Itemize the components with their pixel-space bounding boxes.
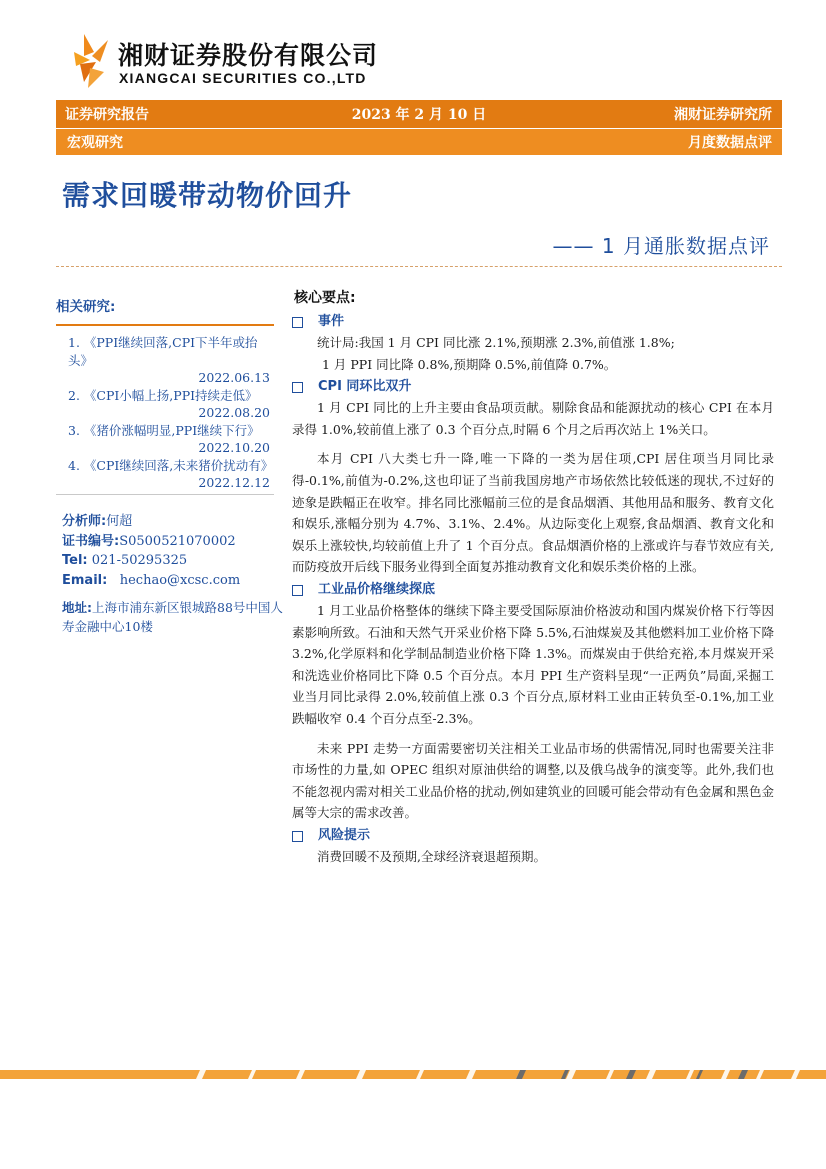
- tel-number: 021-50295325: [91, 553, 188, 568]
- section-head-event: [292, 312, 774, 332]
- tel-label: Tel:: [62, 553, 88, 568]
- email-address[interactable]: hechao@xcsc.com: [119, 572, 241, 588]
- related-item-title[interactable]: 3. 《猪价涨幅明显,PPI继续下行》: [68, 422, 260, 438]
- xiangcai-logo-icon: [70, 32, 110, 90]
- section-title: 风险提示: [318, 827, 371, 843]
- cert-number: S0500521070002: [119, 533, 236, 549]
- report-column: 月度数据点评: [688, 135, 772, 151]
- section-title: 工业品价格继续探底: [318, 581, 436, 597]
- related-bottom-divider: [56, 494, 274, 495]
- checkbox-bullet-icon: [292, 585, 303, 596]
- address-label: 地址:: [62, 600, 92, 615]
- analyst-info: [62, 512, 282, 590]
- title-divider: [56, 266, 782, 267]
- paragraph: 1 月 CPI 同比的上升主要由食品项贡献。剔除食品和能源扰动的核心 CPI 在本月录得 1.0%,较前值上涨了 0.3 个百分点,时隔 6 个月之后再次站上 1%关口。: [292, 400, 774, 437]
- paragraph: 本月 CPI 八大类七升一降,唯一下降的一类为居住项,CPI 居住项当月同比录得-0.1%,前值为-0.2%,这也印证了当前我国房地产市场依然比较低迷的现状,不过好的迹象是跌幅正在收窄。排名同比涨幅前三位的是食品烟酒、其他用品和服务、教育文化和娱乐,涨幅分别为 4.7%、3.1%、2.4%。从边际变化上观察,食品烟酒、教育文化和娱乐上涨较快,均较前值上升了 1 个百分点。食品烟酒价格的上涨或许与春节效应有关,而防疫放开后线下服务业得到全面复苏推动教育文化和娱乐类价格的上涨。: [292, 451, 774, 575]
- section-title: CPI 同环比双升: [318, 379, 412, 395]
- email-label: Email:: [62, 572, 108, 588]
- core-points: [292, 286, 774, 867]
- paragraph: 统计局:我国 1 月 CPI 同比涨 2.1%,预期涨 2.3%,前值涨 1.8%;: [317, 335, 675, 350]
- related-item-title[interactable]: 4. 《CPI继续回落,未来猪价扰动有》: [68, 457, 274, 473]
- paragraph: 消费回暖不及预期,全球经济衰退超预期。: [317, 848, 546, 864]
- related-list: [56, 334, 274, 492]
- related-item[interactable]: [56, 387, 274, 422]
- related-item-date: 2022.10.20: [198, 440, 270, 455]
- report-type: 证券研究报告: [65, 107, 149, 123]
- related-item-title[interactable]: 1. 《PPI继续回落,CPI下半年或抬头》: [68, 335, 258, 368]
- related-item[interactable]: [56, 334, 274, 387]
- company-name-en: XIANGCAI SECURITIES CO.,LTD: [119, 70, 367, 86]
- related-item[interactable]: [56, 422, 274, 457]
- report-header-bar: [56, 100, 782, 128]
- section-title: 事件: [318, 314, 345, 329]
- company-name-cn: 湘财证券股份有限公司: [118, 41, 379, 70]
- paragraph: 1 月 PPI 同比降 0.8%,预期降 0.5%,前值降 0.7%。: [322, 356, 617, 372]
- company-logo: [70, 32, 390, 92]
- report-category-bar: [56, 129, 782, 155]
- report-date: 2023 年 2 月 10 日: [351, 107, 487, 123]
- page-title: 需求回暖带动物价回升: [62, 179, 353, 212]
- related-item-title[interactable]: 2. 《CPI小幅上扬,PPI持续走低》: [68, 387, 258, 403]
- related-heading: 相关研究:: [56, 299, 116, 315]
- related-item-date: 2022.06.13: [198, 370, 270, 385]
- address-block: [62, 598, 294, 636]
- related-item[interactable]: [56, 457, 274, 492]
- section-head-risk: [292, 826, 774, 846]
- paragraph: 未来 PPI 走势一方面需要密切关注相关工业品市场的供需情况,同时也需要关注非市场性的力量,如 OPEC 组织对原油供给的调整,以及俄乌战争的演变等。此外,我们也不能忽视内需对相关工业品价格的扰动,例如建筑业的回暖可能会带动有色金属和黑色金属等大宗的需求改善。: [292, 740, 774, 821]
- analyst-name: 何超: [106, 514, 133, 529]
- footer-stripe: [0, 1070, 826, 1079]
- report-category: 宏观研究: [67, 135, 123, 151]
- checkbox-bullet-icon: [292, 831, 303, 842]
- checkbox-bullet-icon: [292, 317, 303, 328]
- core-heading: 核心要点:: [294, 290, 356, 306]
- section-head-cpi: [292, 377, 774, 397]
- related-research: [56, 296, 274, 495]
- related-divider: [56, 324, 274, 326]
- analyst-label: 分析师:: [62, 514, 107, 529]
- cert-label: 证书编号:: [62, 533, 120, 549]
- related-item-date: 2022.08.20: [198, 405, 270, 420]
- checkbox-bullet-icon: [292, 382, 303, 393]
- institute-name: 湘财证券研究所: [674, 107, 772, 123]
- address-text: 上海市浦东新区银城路88号中国人寿金融中心10楼: [62, 600, 283, 634]
- related-item-date: 2022.12.12: [198, 475, 270, 490]
- paragraph: 1 月工业品价格整体的继续下降主要受国际原油价格波动和国内煤炭价格下行等因素影响所致。石油和天然气开采业价格下降 5.5%,石油煤炭及其他燃料加工业价格下降 3.2%,化学原料和化学制品制造业价格下降 1.3%。而煤炭由于供给充裕,本月煤炭开采和洗选业价格同比下降 0.5 个百分点。本月 PPI 生产资料呈现“一正两负”局面,采掘工业当月同比录得 2.0%,较前值上涨 0.3 个百分点,原材料工业由正转负至-0.1%,加工业跌幅收窄 0.4 个百分点至-2.3%。: [292, 602, 774, 726]
- page-subtitle: —— 1 月通胀数据点评: [552, 234, 770, 258]
- section-head-ppi: [292, 580, 774, 600]
